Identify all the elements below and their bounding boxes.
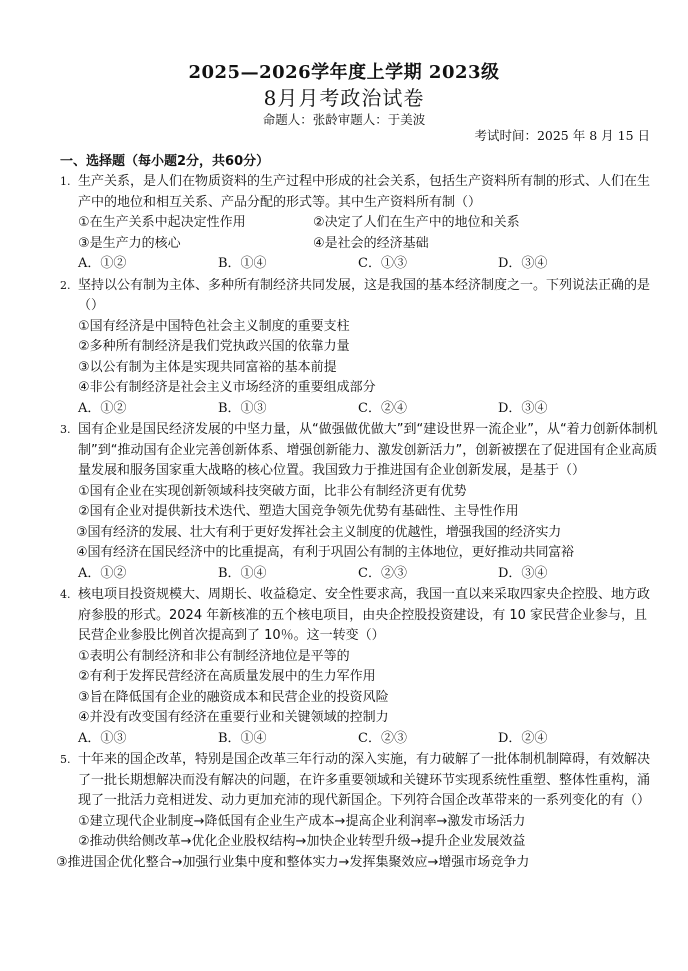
question-number: 5. xyxy=(60,753,71,766)
question-text: 核电项目投资规模大、周期长、收益稳定、安全性要求高，我国一直以来采取四家央企控股、地方政府参股的形式。2024 年新核准的五个核电项目，由央企控股投资建设，有 10 家民营企业参与，且民营企业参股比例首次提高到了 10％。这一转变（） xyxy=(78,587,651,643)
option-4: ④是社会的经济基础 xyxy=(313,235,429,251)
exam-time: 考试时间：2025 年 8 月 15 日 xyxy=(474,128,650,143)
option-3: ③是生产力的核心 xyxy=(78,235,181,251)
option-3: ③国有经济的发展、壮大有利于更好发挥社会主义制度的优越性，增强我国的经济实力 xyxy=(76,524,562,540)
answer-choices xyxy=(60,729,660,750)
choice-c[interactable]: C．①③ xyxy=(358,256,407,271)
option-2: ②决定了人们在生产中的地位和关系 xyxy=(313,215,520,230)
exam-title-line1: 2025—2026学年度上学期 2023级 xyxy=(188,62,500,83)
answer-choices xyxy=(60,254,660,275)
option-1: ①表明公有制经济和非公有制经济地位是平等的 xyxy=(78,648,350,664)
answer-choices xyxy=(60,399,660,420)
question-list xyxy=(56,172,660,874)
question-number: 3. xyxy=(60,423,71,436)
choice-d[interactable]: D．③④ xyxy=(498,256,548,271)
option-row xyxy=(60,234,660,255)
option-4: ④非公有制经济是社会主义市场经济的重要组成部分 xyxy=(78,380,376,395)
choice-c[interactable]: C．②③ xyxy=(358,565,407,581)
question-2 xyxy=(60,276,660,420)
choice-b[interactable]: B．①③ xyxy=(218,400,267,416)
option-row xyxy=(60,213,660,234)
question-4 xyxy=(60,585,660,749)
option-3: ③旨在降低国有企业的融资成本和民营企业的投资风险 xyxy=(78,689,389,705)
option-1: ①建立现代企业制度→降低国有企业生产成本→提高企业利润率→激发市场活力 xyxy=(78,813,526,829)
question-number: 1. xyxy=(60,175,71,188)
choice-a[interactable]: A．①② xyxy=(78,565,127,581)
choice-a[interactable]: A．①② xyxy=(78,256,127,271)
choice-b[interactable]: B．①④ xyxy=(218,565,267,581)
question-number: 4. xyxy=(60,588,71,601)
question-1 xyxy=(60,172,660,275)
question-number: 2. xyxy=(60,278,71,292)
choice-c[interactable]: C．②④ xyxy=(358,400,407,416)
option-3: ③以公有制为主体是实现共同富裕的基本前提 xyxy=(78,359,337,375)
question-text: 国有企业是国民经济发展的中坚力量，从“做强做优做大”到“建设世界一流企业”，从“着力创新体制机制”到“推动国有企业完善创新体系、增强创新能力、激发创新活力”，创新被摆在了促进国有企业高质量发展和服务国家重大战略的核心位置。我国致力于推进国有企业创新发展，是基于（） xyxy=(78,422,658,478)
option-4: ④国有经济在国民经济中的比重提高，有利于巩固公有制的主体地位，更好推动共同富裕 xyxy=(76,545,574,560)
exam-title-line2: 8月月考政治试卷 xyxy=(263,86,425,110)
choice-a[interactable]: A．①② xyxy=(78,400,127,416)
question-text: 生产关系，是人们在物质资料的生产过程中形成的社会关系，包括生产资料所有制的形式、人们在生产中的地位和相互关系、产品分配的形式等。其中生产资料所有制（） xyxy=(78,174,651,210)
question-5 xyxy=(56,750,660,873)
choice-b[interactable]: B．①④ xyxy=(218,256,267,271)
choice-c[interactable]: C．②③ xyxy=(358,730,407,746)
question-3 xyxy=(60,420,660,584)
choice-a[interactable]: A．①③ xyxy=(78,730,127,746)
option-3: ③推进国企优化整合→加强行业集中度和整体实力→发挥集聚效应→增强市场竞争力 xyxy=(56,854,530,870)
section-title: 一、选择题（每小题2分，共60分） xyxy=(60,154,270,169)
option-2: ②有利于发挥民营经济在高质量发展中的生力军作用 xyxy=(78,669,376,684)
question-stem xyxy=(60,420,660,482)
option-4: ④并没有改变国有经济在重要行业和关键领域的控制力 xyxy=(78,710,389,725)
option-1: ①国有企业在实现创新领域科技突破方面，比非公有制经济更有优势 xyxy=(78,483,467,499)
choice-d[interactable]: D．②④ xyxy=(498,730,548,746)
option-1: ①国有经济是中国特色社会主义制度的重要支柱 xyxy=(78,318,350,334)
option-2: ②国有企业对提供新技术迭代、塑造大国竞争领先优势有基础性、主导性作用 xyxy=(78,504,519,519)
option-1: ①在生产关系中起决定性作用 xyxy=(78,215,246,230)
question-stem xyxy=(60,276,660,317)
answer-choices xyxy=(60,564,660,585)
option-2: ②推动供给侧改革→优化企业股权结构→加快企业转型升级→提升企业发展效益 xyxy=(78,834,526,849)
option-2: ②多种所有制经济是我们党执政兴国的依靠力量 xyxy=(78,339,350,354)
question-stem xyxy=(60,172,660,213)
question-stem xyxy=(60,750,660,812)
question-stem xyxy=(60,585,660,647)
choice-d[interactable]: D．③④ xyxy=(498,400,548,416)
choice-d[interactable]: D．③④ xyxy=(498,565,548,581)
exam-authors: 命题人：张龄审题人：于美波 xyxy=(262,112,426,127)
question-text: 十年来的国企改革，特别是国企改革三年行动的深入实施，有力破解了一批体制机制障碍，有效解决了一批长期想解决而没有解决的问题，在许多重要领域和关键环节实现系统性重塑、整体性重构，涌现了一批活力竞相迸发、动力更加充沛的现代新国企。下列符合国企改革带来的一系列变化的有（） xyxy=(78,752,651,808)
question-text: 坚持以公有制为主体、多种所有制经济共同发展，这是我国的基本经济制度之一。下列说法正确的是（） xyxy=(78,277,651,313)
choice-b[interactable]: B．①④ xyxy=(218,730,267,746)
